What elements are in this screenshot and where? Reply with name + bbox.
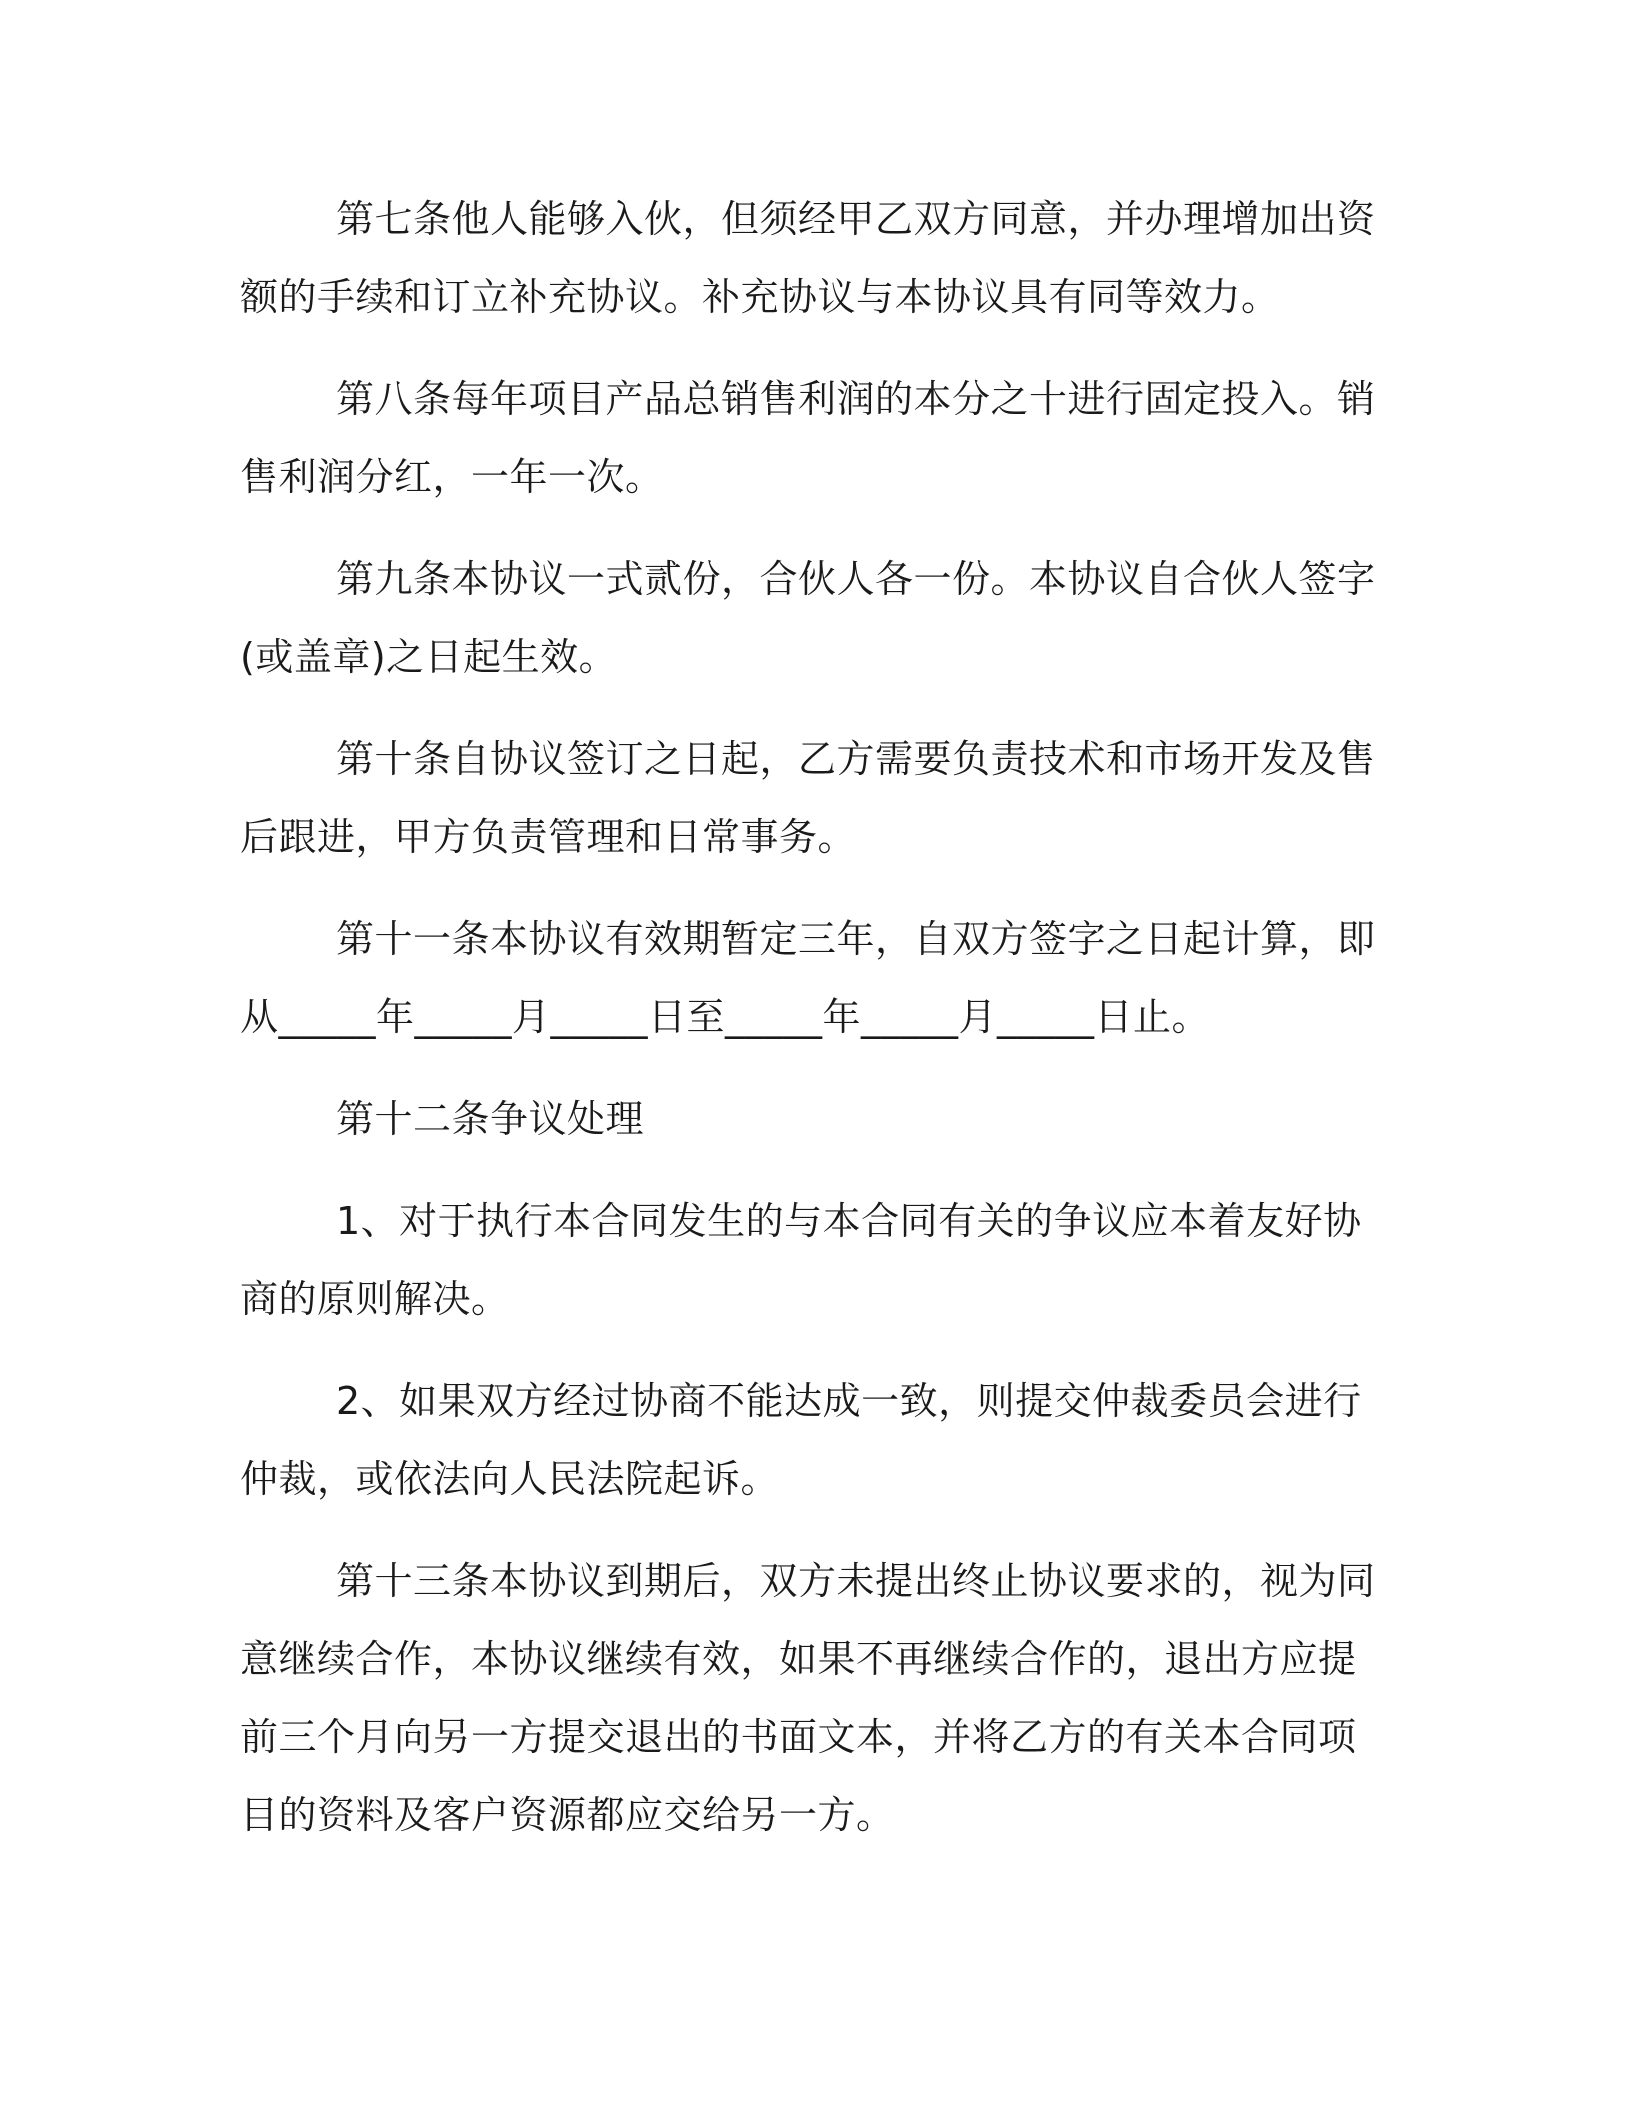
article-12-heading: 第十二条争议处理 bbox=[336, 1097, 645, 1141]
article-9-paragraph: 第九条本协议一式贰份，合伙人各一份。本协议自合伙人签字(或盖章)之日起生效。 bbox=[240, 557, 1376, 679]
document-body bbox=[240, 180, 1380, 1854]
article-13-paragraph: 第十三条本协议到期后，双方未提出终止协议要求的，视为同意继续合作，本协议继续有效，如果不再继续合作的，退出方应提前三个月向另一方提交退出的书面文本，并将乙方的有关本合同项目的资料及客户资源都应交给另一方。 bbox=[240, 1559, 1376, 1837]
dispute-item-1: 1、对于执行本合同发生的与本合同有关的争议应本着友好协商的原则解决。 bbox=[240, 1199, 1362, 1321]
article-8-paragraph: 第八条每年项目产品总销售利润的本分之十进行固定投入。销售利润分红，一年一次。 bbox=[240, 377, 1376, 499]
article-11-paragraph: 第十一条本协议有效期暂定三年，自双方签字之日起计算，即从_____年_____月_____日至_____年_____月_____日止。 bbox=[240, 917, 1376, 1039]
article-10-paragraph: 第十条自协议签订之日起，乙方需要负责技术和市场开发及售后跟进，甲方负责管理和日常事务。 bbox=[240, 737, 1376, 859]
dispute-item-2: 2、如果双方经过协商不能达成一致，则提交仲裁委员会进行仲裁，或依法向人民法院起诉。 bbox=[240, 1379, 1362, 1501]
article-7-paragraph: 第七条他人能够入伙，但须经甲乙双方同意，并办理增加出资额的手续和订立补充协议。补充协议与本协议具有同等效力。 bbox=[240, 197, 1376, 319]
